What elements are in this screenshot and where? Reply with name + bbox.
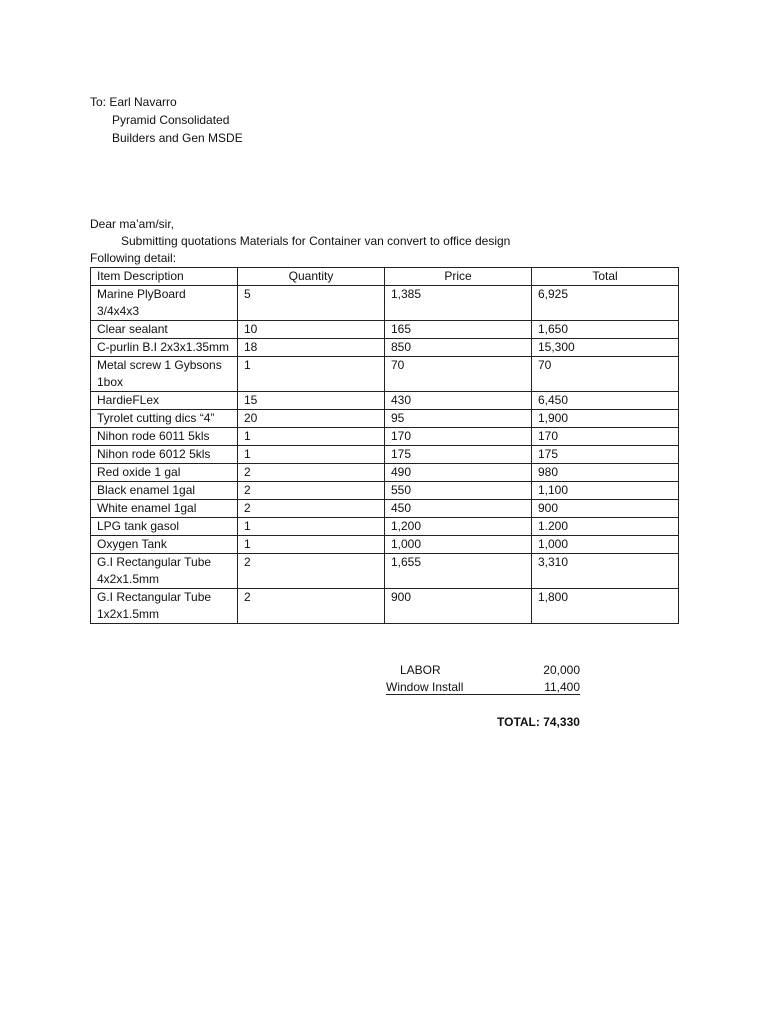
labor-value: 20,000	[543, 663, 580, 677]
cell-item: LPG tank gasol	[91, 518, 238, 536]
cell-price: 1,000	[385, 536, 532, 554]
cell-qty: 1	[238, 357, 385, 392]
cell-item: G.I Rectangular Tube 4x2x1.5mm	[91, 554, 238, 589]
cell-item: Oxygen Tank	[91, 536, 238, 554]
company-line-1: Pyramid Consolidated	[112, 113, 230, 127]
table-row	[91, 482, 679, 500]
cell-price: 450	[385, 500, 532, 518]
cell-total: 1,000	[532, 536, 679, 554]
cell-price: 490	[385, 464, 532, 482]
cell-qty: 2	[238, 589, 385, 624]
labor-label: LABOR	[400, 663, 441, 677]
header-total: Total	[532, 268, 679, 286]
header-row	[91, 268, 679, 286]
cell-item: Red oxide 1 gal	[91, 464, 238, 482]
cell-item: Nihon rode 6012 5kls	[91, 446, 238, 464]
cell-total: 175	[532, 446, 679, 464]
table-row	[91, 392, 679, 410]
cell-price: 165	[385, 321, 532, 339]
cell-qty: 2	[238, 500, 385, 518]
cell-qty: 2	[238, 482, 385, 500]
cell-total: 6,450	[532, 392, 679, 410]
cell-total: 6,925	[532, 286, 679, 321]
window-install-label: Window Install	[386, 680, 464, 694]
cell-total: 900	[532, 500, 679, 518]
cell-qty: 18	[238, 339, 385, 357]
header-quantity: Quantity	[238, 268, 385, 286]
cell-qty: 10	[238, 321, 385, 339]
cell-total: 15,300	[532, 339, 679, 357]
table-row	[91, 410, 679, 428]
recipient-line: To: Earl Navarro	[90, 95, 177, 109]
cell-item: Black enamel 1gal	[91, 482, 238, 500]
table-row	[91, 286, 679, 321]
cell-item: Metal screw 1 Gybsons 1box	[91, 357, 238, 392]
table-row	[91, 321, 679, 339]
table-row	[91, 428, 679, 446]
cell-price: 430	[385, 392, 532, 410]
cell-price: 550	[385, 482, 532, 500]
cell-total: 1,900	[532, 410, 679, 428]
table-row	[91, 357, 679, 392]
table-row	[91, 518, 679, 536]
table-row	[91, 589, 679, 624]
cell-price: 1,200	[385, 518, 532, 536]
table-row	[91, 536, 679, 554]
cell-total: 70	[532, 357, 679, 392]
cell-price: 850	[385, 339, 532, 357]
cell-qty: 2	[238, 464, 385, 482]
cell-item: Marine PlyBoard 3/4x4x3	[91, 286, 238, 321]
cell-qty: 5	[238, 286, 385, 321]
salutation: Dear ma’am/sir,	[90, 217, 175, 231]
table-row	[91, 464, 679, 482]
cell-qty: 1	[238, 428, 385, 446]
cell-total: 1.200	[532, 518, 679, 536]
table-row	[91, 339, 679, 357]
cell-total: 170	[532, 428, 679, 446]
table-row	[91, 500, 679, 518]
cell-qty: 1	[238, 536, 385, 554]
cell-price: 1,385	[385, 286, 532, 321]
quotation-table	[90, 267, 679, 624]
following-detail: Following detail:	[90, 251, 177, 265]
cell-price: 900	[385, 589, 532, 624]
table-body	[91, 286, 679, 624]
table-row	[91, 446, 679, 464]
cell-qty: 1	[238, 518, 385, 536]
table-row	[91, 554, 679, 589]
cell-item: G.I Rectangular Tube 1x2x1.5mm	[91, 589, 238, 624]
cell-item: C-purlin B.I 2x3x1.35mm	[91, 339, 238, 357]
header-price: Price	[385, 268, 532, 286]
company-line-2: Builders and Gen MSDE	[112, 131, 243, 145]
cell-total: 1,100	[532, 482, 679, 500]
cell-total: 3,310	[532, 554, 679, 589]
window-install-value: 11,400	[544, 680, 580, 694]
table-header	[91, 268, 679, 286]
cell-price: 170	[385, 428, 532, 446]
cell-price: 1,655	[385, 554, 532, 589]
cell-total: 1,800	[532, 589, 679, 624]
header-item-description: Item Description	[91, 268, 238, 286]
cell-qty: 1	[238, 446, 385, 464]
cell-price: 175	[385, 446, 532, 464]
cell-item: Clear sealant	[91, 321, 238, 339]
cell-item: Nihon rode 6011 5kls	[91, 428, 238, 446]
cell-item: HardieFLex	[91, 392, 238, 410]
cell-total: 1,650	[532, 321, 679, 339]
grand-total: TOTAL: 74,330	[497, 715, 580, 729]
intro-text: Submitting quotations Materials for Container van convert to office design	[121, 234, 511, 248]
cell-total: 980	[532, 464, 679, 482]
cell-item: Tyrolet cutting dics “4”	[91, 410, 238, 428]
cell-price: 70	[385, 357, 532, 392]
cell-item: White enamel 1gal	[91, 500, 238, 518]
cell-qty: 2	[238, 554, 385, 589]
cell-qty: 20	[238, 410, 385, 428]
cell-price: 95	[385, 410, 532, 428]
cell-qty: 15	[238, 392, 385, 410]
